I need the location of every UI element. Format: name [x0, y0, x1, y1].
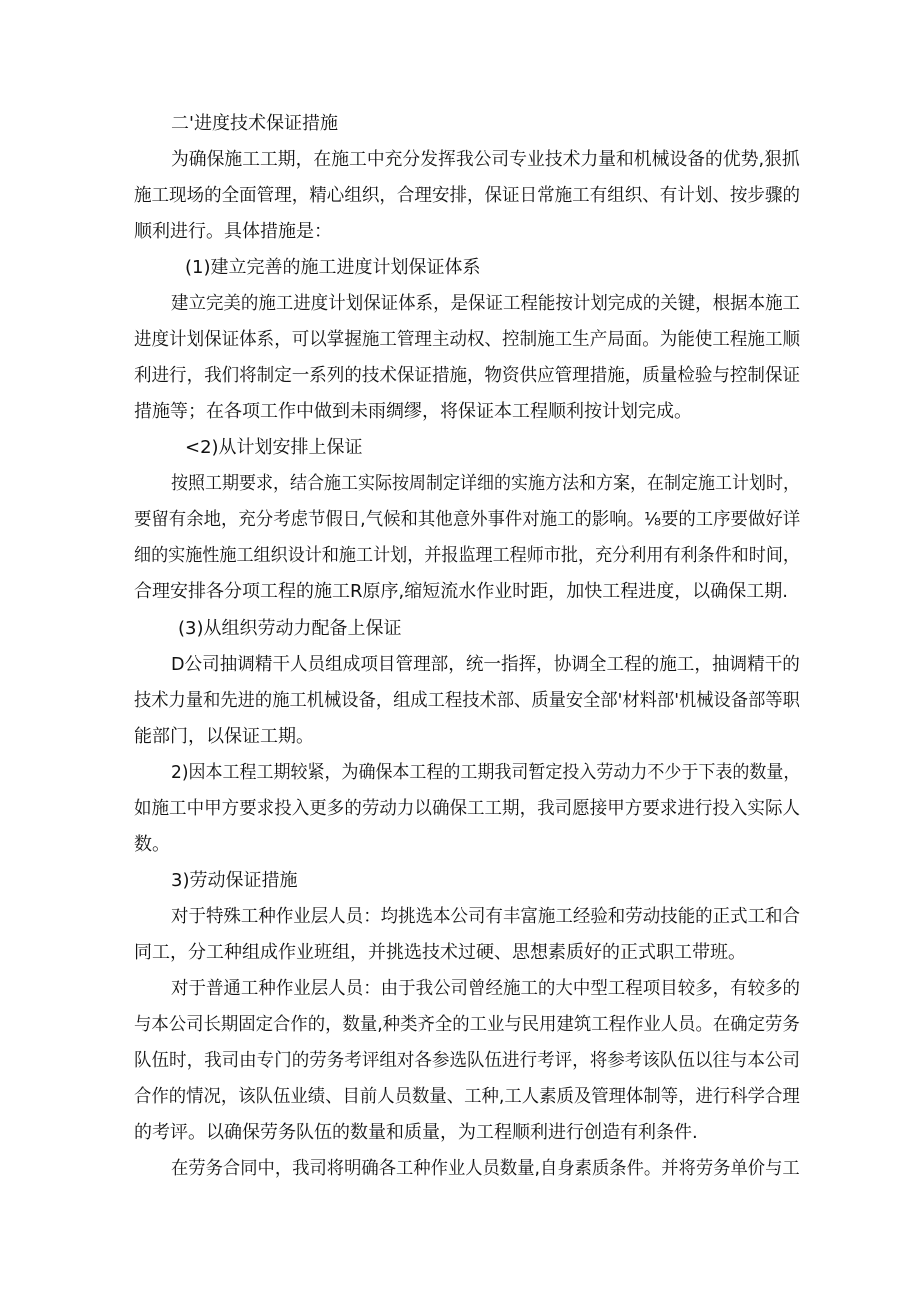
- paragraph-line: 建立完美的施工进度计划保证体系，是保证工程能按计划完成的关键，根据本施工: [171, 293, 801, 314]
- paragraph-line: 按照工期要求，结合施工实际按周制定详细的实施方法和方案，在制定施工计划时，: [171, 473, 800, 494]
- paragraph-line: 对于特殊工种作业层人员：均挑选本公司有丰富施工经验和劳动技能的正式工和合: [171, 906, 801, 927]
- paragraph-line: 在劳务合同中，我司将明确各工种作业人员数量,自身素质条件。并将劳务单价与工: [171, 1158, 800, 1179]
- paragraph-line: D公司抽调精干人员组成项目管理部，统一指挥，协调全工程的施工，抽调精干的: [171, 654, 800, 675]
- paragraph-line: 同工，分工种组成作业班组，并挑选技术过硬、思想素质好的正式职工带班。: [134, 942, 746, 963]
- paragraph-line: 与本公司长期固定合作的，数量,种类齐全的工业与民用建筑工程作业人员。在确定劳务: [134, 1014, 800, 1035]
- paragraph-line: 对于普通工种作业层人员：由于我公司曾经施工的大中型工程项目较多，有较多的: [171, 978, 801, 999]
- paragraph-line: 措施等；在各项工作中做到未雨绸缪，将保证本工程顺利按计划完成。: [134, 401, 692, 422]
- subheading: (3)从组织劳动力配备上保证: [178, 618, 402, 639]
- paragraph-line: 为确保施工工期，在施工中充分发挥我公司专业技术力量和机械设备的优势,狠抓: [171, 149, 800, 170]
- subheading: (1)建立完善的施工进度计划保证体系: [185, 257, 481, 278]
- paragraph-line: 队伍时，我司由专门的劳务考评组对各参选队伍进行考评，将参考该队伍以往与本公司: [134, 1050, 801, 1071]
- paragraph-line: 技术力量和先进的施工机械设备，组成工程技术部、质量安全部'材料部'机械设备部等职: [134, 690, 800, 711]
- subheading: <2)从计划安排上保证: [185, 437, 363, 458]
- section-heading: 二'进度技术保证措施: [171, 113, 338, 134]
- paragraph-line: 细的实施性施工组织设计和施工计划，并报监理工程师市批，充分利用有利条件和时间，: [134, 545, 800, 566]
- paragraph-line: 合理安排各分项工程的施工R原序,缩短流水作业时距，加快工程进度，以确保工期.: [134, 581, 788, 602]
- subheading: 3)劳动保证措施: [171, 870, 298, 891]
- paragraph-line: 要留有余地，充分考虑节假日,气候和其他意外事件对施工的影响。⅛要的工序要做好详: [134, 509, 801, 530]
- paragraph-line: 能部门，以保证工期。: [134, 726, 314, 747]
- paragraph-line: 的考评。以确保劳务队伍的数量和质量，为工程顺利进行创造有利条件.: [134, 1122, 698, 1143]
- paragraph-line: 进度计划保证体系，可以掌握施工管理主动权、控制施工生产局面。为能使工程施工顺: [134, 329, 801, 350]
- paragraph-line: 如施工中甲方要求投入更多的劳动力以确保工工期，我司愿接甲方要求进行投入实际人: [134, 798, 801, 819]
- paragraph-line: 2)因本工程工期较紧，为确保本工程的工期我司暂定投入劳动力不少于下表的数量，: [171, 762, 801, 783]
- paragraph-line: 顺利进行。具体措施是：: [134, 221, 332, 242]
- paragraph-line: 数。: [134, 834, 170, 855]
- paragraph-line: 施工现场的全面管理，精心组织，合理安排，保证日常施工有组织、有计划、按步骤的: [134, 185, 801, 206]
- paragraph-line: 合作的情况，该队伍业绩、目前人员数量、工种,工人素质及管理体制等，进行科学合理: [134, 1086, 800, 1107]
- paragraph-line: 利进行，我们将制定一系列的技术保证措施，物资供应管理措施，质量检验与控制保证: [134, 365, 801, 386]
